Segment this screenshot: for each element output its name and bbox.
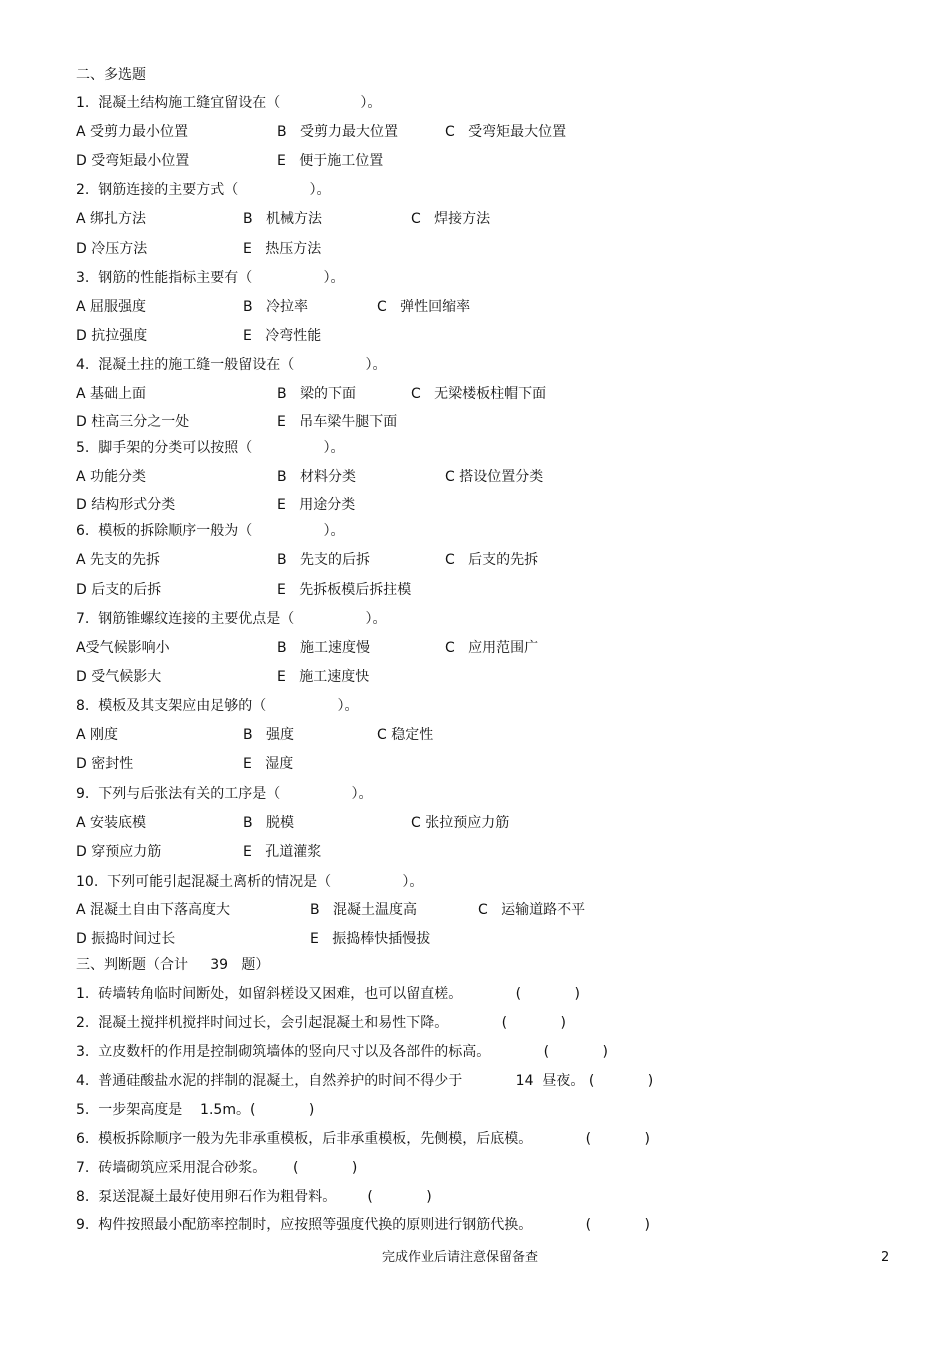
question-10: 10. 下列可能引起混凝土离析的情况是（ ）。 [76, 874, 424, 890]
option-e: E 热压方法 [243, 241, 322, 257]
option-e: E 冷弯性能 [243, 328, 322, 344]
option-c: C 应用范围广 [445, 640, 539, 656]
option-b: B 施工速度慢 [277, 640, 370, 656]
option-d: D 振捣时间过长 [76, 931, 176, 947]
option-e: E 孔道灌浆 [243, 844, 322, 860]
option-a: A 刚度 [76, 727, 119, 743]
option-e: E 施工速度快 [277, 669, 370, 685]
question-8: 8. 模板及其支架应由足够的（ ）。 [76, 698, 359, 714]
option-a: A 混凝土自由下落高度大 [76, 902, 231, 918]
option-e: E 用途分类 [277, 497, 356, 513]
option-b: B 梁的下面 [277, 386, 356, 402]
option-b: B 受剪力最大位置 [277, 124, 398, 140]
option-c: C 弹性回缩率 [377, 299, 471, 315]
option-d: D 受弯矩最小位置 [76, 153, 190, 169]
option-a: A受气候影响小 [76, 640, 170, 656]
option-c: C 搭设位置分类 [445, 469, 544, 485]
option-b: B 冷拉率 [243, 299, 308, 315]
option-b: B 先支的后拆 [277, 552, 370, 568]
option-b: B 混凝土温度高 [310, 902, 417, 918]
option-b: B 脱模 [243, 815, 294, 831]
judge-item-1: 1. 砖墙转角临时间断处，如留斜槎设又困难，也可以留直槎。 ( ) [76, 986, 580, 1002]
option-a: A 屈服强度 [76, 299, 147, 315]
question-4: 4. 混凝土拄的施工缝一般留设在（ ）。 [76, 357, 387, 373]
option-e: E 湿度 [243, 756, 294, 772]
judge-item-3: 3. 立皮数杆的作用是控制砌筑墙体的竖向尺寸以及各部件的标高。 ( ) [76, 1044, 608, 1060]
question-9: 9. 下列与后张法有关的工序是（ ）。 [76, 786, 373, 802]
question-6: 6. 模板的拆除顺序一般为（ ）。 [76, 523, 345, 539]
page-footer: 完成作业后请注意保留备查 [382, 1250, 539, 1265]
option-c: C 稳定性 [377, 727, 434, 743]
judge-item-6: 6. 模板拆除顺序一般为先非承重模板，后非承重模板，先侧模，后底模。 ( ) [76, 1131, 650, 1147]
judge-item-5: 5. 一步架高度是 1.5m。( ) [76, 1102, 315, 1118]
option-b: B 材料分类 [277, 469, 356, 485]
option-a: A 基础上面 [76, 386, 147, 402]
judge-item-8: 8. 泵送混凝土最好使用卵石作为粗骨料。 ( ) [76, 1189, 432, 1205]
option-c: C 张拉预应力筋 [411, 815, 510, 831]
judge-item-9: 9. 构件按照最小配筋率控制时，应按照等强度代换的原则进行钢筋代换。 ( ) [76, 1217, 650, 1233]
question-7: 7. 钢筋锥螺纹连接的主要优点是（ ）。 [76, 611, 387, 627]
question-3: 3. 钢筋的性能指标主要有（ ）。 [76, 270, 345, 286]
option-d: D 柱高三分之一处 [76, 414, 190, 430]
judge-item-4: 4. 普通硅酸盐水泥的拌制的混凝土，自然养护的时间不得少于 14 昼夜。 ( ) [76, 1073, 654, 1089]
option-d: D 抗拉强度 [76, 328, 148, 344]
option-d: D 结构形式分类 [76, 497, 176, 513]
option-c: C 后支的先拆 [445, 552, 539, 568]
option-e: E 便于施工位置 [277, 153, 384, 169]
option-b: B 机械方法 [243, 211, 322, 227]
option-e: E 先拆板模后拆拄模 [277, 582, 412, 598]
section-heading-true-false: 三、判断题（合计 39 题） [76, 957, 270, 973]
option-c: C 无梁楼板柱帽下面 [411, 386, 547, 402]
option-a: A 绑扎方法 [76, 211, 147, 227]
judge-item-7: 7. 砖墙砌筑应采用混合砂浆。 ( ) [76, 1160, 358, 1176]
option-c: C 运输道路不平 [478, 902, 586, 918]
option-b: B 强度 [243, 727, 294, 743]
question-5: 5. 脚手架的分类可以按照（ ）。 [76, 440, 345, 456]
option-a: A 先支的先拆 [76, 552, 161, 568]
option-c: C 受弯矩最大位置 [445, 124, 567, 140]
option-e: E 吊车梁牛腿下面 [277, 414, 398, 430]
option-d: D 穿预应力筋 [76, 844, 162, 860]
option-d: D 受气候影大 [76, 669, 162, 685]
question-1: 1. 混凝土结构施工缝宜留设在（ ）。 [76, 95, 382, 111]
option-a: A 功能分类 [76, 469, 147, 485]
option-d: D 冷压方法 [76, 241, 148, 257]
option-a: A 安装底模 [76, 815, 147, 831]
option-a: A 受剪力最小位置 [76, 124, 189, 140]
option-d: D 密封性 [76, 756, 134, 772]
question-2: 2. 钢筋连接的主要方式（ ）。 [76, 182, 331, 198]
page-number: 2 [881, 1250, 890, 1265]
option-c: C 焊接方法 [411, 211, 491, 227]
option-d: D 后支的后拆 [76, 582, 162, 598]
section-heading-multiple-choice: 二、多选题 [76, 67, 146, 83]
option-e: E 振捣棒快插慢拔 [310, 931, 431, 947]
judge-item-2: 2. 混凝土搅拌机搅拌时间过长，会引起混凝土和易性下降。 ( ) [76, 1015, 566, 1031]
